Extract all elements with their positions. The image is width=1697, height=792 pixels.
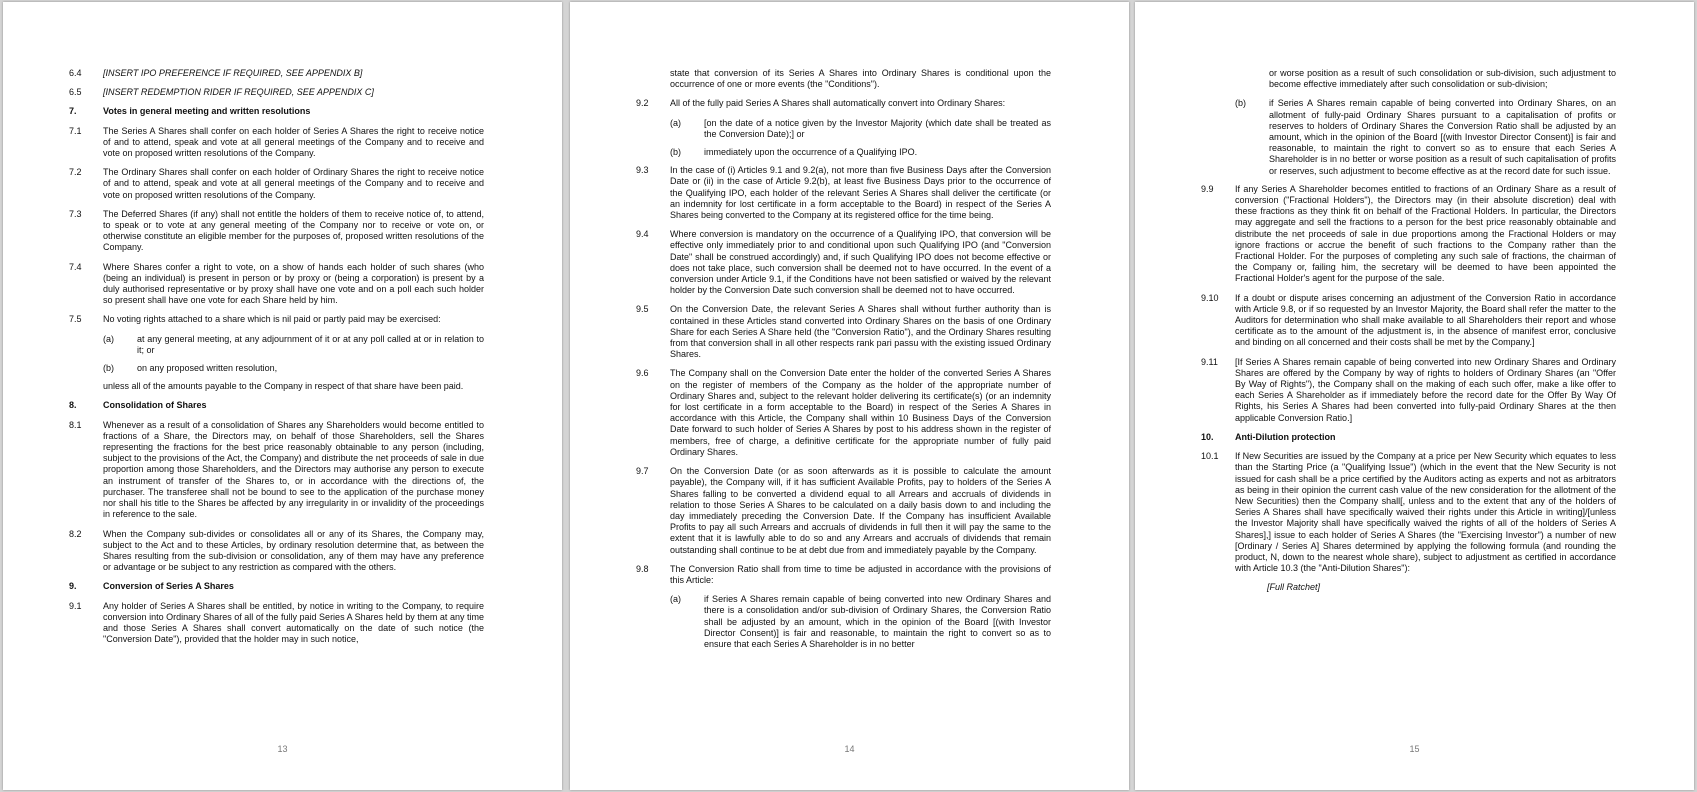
clause-number: 9.1 [69, 600, 82, 611]
page-content [69, 68, 484, 653]
clause-text: If any Series A Shareholder becomes entitled to fractions of an Ordinary Share as a result of conversion ("Fractional Holders"), the Directors may (in their absolute discretion) deal with these fractions as they think fit on behalf of the Fractional Holders. In particular, the Directors may aggregate and sell the fractions to a person for the best price reasonably obtainable and distribute the net proceeds of sale in due proportions among the Fractional Holders or may ignore fractions or accrue the benefit of such fractions to the Company rather than the Fractional Holder. For the purposes of completing any such sale of fractions, the chairman of the Company or, failing him, the secretary will be deemed to have been appointed the Fractional Holder's agent for the purpose of the sale. [1235, 183, 1616, 284]
clause-number: 9.7 [636, 466, 649, 477]
clause-text: Conversion of Series A Shares [103, 581, 234, 592]
clause-text: In the case of (i) Articles 9.1 and 9.2(a), not more than five Business Days after the Conversion Date or (ii) in the case of Article 9.2(b), at least five Business Days prior to the occurrence of the Qualifying IPO, each holder of the relevant Series A Shares shall deliver the certificate (or an indemnity for lost certificate in a form acceptable to the Board) in respect of the Series A Shares being converted to the Company at its registered office for the time being. [670, 165, 1051, 221]
formula-placeholder: [Full Ratchet] [1267, 582, 1321, 593]
numbered-clause [1201, 184, 1616, 285]
clause-text: When the Company sub-divides or consolidates all or any of its Shares, the Company may, subject to the Act and to these Articles, by ordinary resolution determine that, as between the Shares resulting from the sub-division or consolidation, any of them may have any preference or advantage or be subject to any restriction as compared with the others. [103, 528, 484, 573]
sub-clause-label: (b) [670, 147, 681, 158]
clause-number: 7.2 [69, 167, 82, 178]
continued-text: state that conversion of its Series A Shares into Ordinary Shares is conditional upon the occurrence of one or more events (the "Conditions"). [670, 68, 1051, 90]
sub-clause-text: if Series A Shares remain capable of being converted into Ordinary Shares, on an allotment of fully-paid Ordinary Shares pursuant to a capitalisation of profits or reserves to holders of Ordinary Shares the Conversion Ratio shall be adjusted by an amount, which in the opinion of the Board [(with Investor Director Consent)] is fair and reasonable, to maintain the right to convert so as to ensure that each Series A Shareholder is in no better or worse position as a result of such capitalisation of profits or reserves, such adjustment to become effective as at the record date for such issue. [1269, 98, 1616, 176]
clause-text: On the Conversion Date, the relevant Series A Shares shall without further authority than is contained in these Articles stand converted into Ordinary Shares on the basis of one Ordinary Share for each Series A Share held (the "Conversion Ratio"), and the Ordinary Shares resulting from that conversion shall in all other respects rank pari passu with the existing issued Ordinary Shares. [670, 304, 1051, 360]
section-heading [69, 400, 484, 411]
numbered-clause [636, 564, 1051, 586]
numbered-clause [1201, 357, 1616, 424]
clause-number: 9.6 [636, 368, 649, 379]
sub-clause [670, 594, 1051, 650]
clause-number: 7.1 [69, 125, 82, 136]
page-number: 13 [277, 744, 288, 754]
sub-clause [103, 334, 484, 356]
numbered-clause [69, 126, 484, 160]
document-page-15 [1135, 2, 1694, 790]
numbered-clause [69, 529, 484, 574]
document-page-13 [3, 2, 562, 790]
sub-clause [670, 118, 1051, 140]
clause-number: 10. [1201, 431, 1214, 442]
section-heading [69, 581, 484, 592]
clause-number: 7. [69, 106, 77, 117]
numbered-clause [636, 368, 1051, 458]
clause-text: Where Shares confer a right to vote, on a show of hands each holder of such shares (who (being an individual) is present in person or by proxy or (being a corporation) is present by a duly authorised representative or by proxy shall have one vote and on a poll each such holder so present shall have one vote for each Share held by him. [103, 261, 484, 306]
numbered-clause [636, 98, 1051, 109]
clause-text: Any holder of Series A Shares shall be entitled, by notice in writing to the Company, to require conversion into Ordinary Shares of all of the fully paid Series A Shares held by them at any time and those Series A Shares shall convert automatically on the date of such notice (the "Conversion Date"), provided that the holder may in such notice, [103, 600, 484, 645]
clause-text: The Company shall on the Conversion Date enter the holder of the converted Series A Shares on the register of members of the Company as the holder of the appropriate number of Ordinary Shares and, subject to the relevant holder delivering its certificate(s) (or an indemnity for lost certificate in a form acceptable to the Board) in respect of the Series A Shares in accordance with this Article, the Company shall within 10 Business Days of the Conversion Date forward to such holder of Series A Shares by post to his address shown in the register of members, free of charge, a definitive certificate for the appropriate number of fully paid Ordinary Shares. [670, 368, 1051, 457]
clause-text: Whenever as a result of a consolidation of Shares any Shareholders would become entitled to fractions of a Share, the Directors may, on behalf of those Shareholders, sell the Shares representing the fractions for the best price reasonably obtainable to any person (including, subject to the provisions of the Act, the Company) and distribute the net proceeds of sale in due proportion among those Shareholders, and the Directors may authorise any person to execute an instrument of transfer of the Shares to, or in accordance with the directions of, the purchaser. The transferee shall not be bound to see to the application of the purchase money nor shall his title to the Shares be affected by any irregularity in or invalidity of the proceedings in reference to the sale. [103, 419, 484, 520]
clause-number: 6.4 [69, 68, 82, 78]
numbered-clause [69, 314, 484, 325]
numbered-clause [69, 420, 484, 521]
page-number: 14 [844, 744, 855, 754]
clause-text: If a doubt or dispute arises concerning an adjustment of the Conversion Ratio in accordance with Article 9.8, or if so requested by an Investor Majority, the Board shall refer the matter to the Auditors for determination who shall make available to all Shareholders their report and whose certificate as to the amount of the adjustment is, in the absence of manifest error, conclusive and binding on all concerned and their costs shall be met by the Company.] [1235, 292, 1616, 348]
clause-number: 10.1 [1201, 451, 1219, 462]
sub-clause-label: (a) [670, 594, 681, 605]
document-page-14 [570, 2, 1129, 790]
numbered-clause [69, 87, 484, 98]
sub-clause-text: [on the date of a notice given by the Investor Majority (which date shall be treated as the Conversion Date);] or [704, 117, 1051, 139]
numbered-clause [1201, 293, 1616, 349]
section-heading [1201, 432, 1616, 443]
clause-number: 9.9 [1201, 183, 1214, 194]
section-heading [69, 106, 484, 117]
clause-text: Anti-Dilution protection [1235, 431, 1336, 442]
sub-clause-text: if Series A Shares remain capable of being converted into new Ordinary Shares and there is a consolidation and/or sub-division of Ordinary Shares, the Conversion Ratio shall be adjusted by an amount, which in the opinion of the Board [(with Investor Director Consent)] is fair and reasonable, to maintain the right to convert so as to ensure that each Series A Shareholder is in no better [704, 594, 1051, 649]
clause-text: The Deferred Shares (if any) shall not entitle the holders of them to receive notice of, to attend, to speak or to vote at any general meeting of the Company nor to receive or vote on, or otherwise constitute an eligible member for the purposes of, proposed written resolutions of the Company. [103, 208, 484, 253]
clause-number: 9. [69, 581, 77, 592]
sub-clause-text: at any general meeting, at any adjournment of it or at any poll called at or in relation to it; or [137, 333, 484, 355]
numbered-clause [69, 209, 484, 254]
numbered-clause [69, 262, 484, 307]
clause-text: The Ordinary Shares shall confer on each holder of Ordinary Shares the right to receive notice of and to attend, speak and vote at all general meetings of the Company and to receive and vote on proposed written resolutions of the Company. [103, 167, 484, 200]
clause-text: Where conversion is mandatory on the occurrence of a Qualifying IPO, that conversion will be effective only immediately prior to and conditional upon such Qualifying IPO (and "Conversion Date" shall be construed accordingly) and, if such Qualifying IPO does not become effective or does not take place, such conversion shall be deemed not to have occurred. In the event of a conversion under Article 9.1, if the Conditions have not been satisfied or waived by the relevant holder by the Conversion Date such conversion shall be deemed not to have occurred. [670, 229, 1051, 296]
clause-number: 9.11 [1201, 356, 1218, 367]
clause-text: The Series A Shares shall confer on each holder of Series A Shares the right to receive notice of and to attend, speak and vote at all general meetings of the Company and to receive and vote on proposed written resolutions of the Company. [103, 125, 484, 159]
clause-number: 8.1 [69, 419, 82, 430]
numbered-clause [636, 304, 1051, 360]
sub-clause-label: (b) [1235, 98, 1246, 109]
sub-clause-label: (a) [103, 333, 114, 344]
clause-number: 9.10 [1201, 292, 1219, 303]
clause-number: 7.3 [69, 208, 82, 219]
sub-clause-text: on any proposed written resolution, [137, 363, 278, 374]
clause-number: 9.4 [636, 229, 649, 240]
sub-clause-text: immediately upon the occurrence of a Qualifying IPO. [704, 147, 918, 158]
clause-text: [INSERT REDEMPTION RIDER IF REQUIRED, SEE APPENDIX C] [103, 87, 374, 98]
clause-text: [INSERT IPO PREFERENCE IF REQUIRED, SEE APPENDIX B] [103, 68, 363, 78]
clause-text: All of the fully paid Series A Shares shall automatically convert into Ordinary Shares: [670, 98, 1006, 109]
numbered-clause [636, 229, 1051, 296]
sub-clause-label: (b) [103, 363, 114, 374]
page-content [636, 68, 1051, 657]
clause-text: The Conversion Ratio shall from time to time be adjusted in accordance with the provisions of this Article: [670, 563, 1051, 585]
numbered-clause [1201, 451, 1616, 574]
clause-number: 9.3 [636, 165, 649, 176]
page-number: 15 [1409, 744, 1420, 754]
sub-clause [1235, 98, 1616, 176]
clause-text: Votes in general meeting and written resolutions [103, 106, 311, 117]
sub-clause [103, 363, 484, 374]
continued-text: unless all of the amounts payable to the Company in respect of that share have been paid. [103, 381, 464, 392]
clause-number: 7.4 [69, 261, 82, 272]
clause-number: 7.5 [69, 314, 82, 325]
clause-text: Consolidation of Shares [103, 400, 207, 411]
page-content [1201, 68, 1616, 602]
sub-clause [670, 147, 1051, 158]
clause-text: No voting rights attached to a share which is nil paid or partly paid may be exercised: [103, 314, 441, 325]
clause-text: On the Conversion Date (or as soon afterwards as it is possible to calculate the amount payable), the Company will, if it has sufficient Available Profits, pay to holders of the Series A Shares falling to be converted a dividend equal to all Arrears and accruals of dividends in relation to those Series A Shares to be calculated on a daily basis down to and including the day immediately preceding the Conversion Date. If the Company has insufficient Available Profits to pay all such Arrears and accruals of dividends in full then it will pay the same to the extent that it is lawfully able to do so and any Arrears and accruals of dividends that remain outstanding shall continue to be at debt due from and immediately payable by the Company. [670, 466, 1051, 555]
clause-text: If New Securities are issued by the Company at a price per New Security which equates to less than the Starting Price (a "Qualifying Issue") (which in the event that the New Security is not issued for cash shall be a price certified by the Auditors acting as experts and not as arbitrators as being in their opinion the current cash value of the new consideration for the allotment of the New Securities) then the Company shall[, unless and to the extent that any of the holders of Series A Shares shall have specifically waived their rights under this Article in writing]/[unless the Investor Majority shall have specifically waived the rights of all of the holders of Series A Shares],] issue to each holder of Series A Shares (the "Exercising Investor") a number of new [Ordinary / Series A] Shares determined by applying the following formula (and rounding the product, N, down to the nearest whole share), subject to adjustment as certified in accordance with Article 10.3 (the "Anti-Dilution Shares"): [1235, 451, 1616, 574]
numbered-clause [69, 167, 484, 201]
clause-number: 6.5 [69, 87, 82, 98]
clause-number: 9.8 [636, 563, 649, 574]
continued-text: or worse position as a result of such consolidation or sub-division, such adjustment to become effective immediately after such consolidation or sub-division; [1269, 68, 1616, 90]
clause-number: 8. [69, 400, 77, 411]
numbered-clause [636, 466, 1051, 556]
numbered-clause [69, 601, 484, 646]
clause-number: 9.2 [636, 98, 649, 109]
numbered-clause [69, 68, 484, 79]
clause-number: 9.5 [636, 304, 649, 315]
numbered-clause [636, 165, 1051, 221]
sub-clause-label: (a) [670, 117, 681, 128]
clause-number: 8.2 [69, 528, 82, 539]
clause-text: [If Series A Shares remain capable of being converted into new Ordinary Shares and Ordinary Shares are offered by the Company by way of rights to holders of Ordinary Shares (an "Offer By Way of Rights"), the Company shall on the making of each such offer, make a like offer to each Series A Shareholder as if immediately before the record date for the Offer By Way Of Rights, his Series A Shares had been converted into fully-paid Ordinary Shares at the then applicable Conversion Ratio.] [1235, 356, 1616, 423]
